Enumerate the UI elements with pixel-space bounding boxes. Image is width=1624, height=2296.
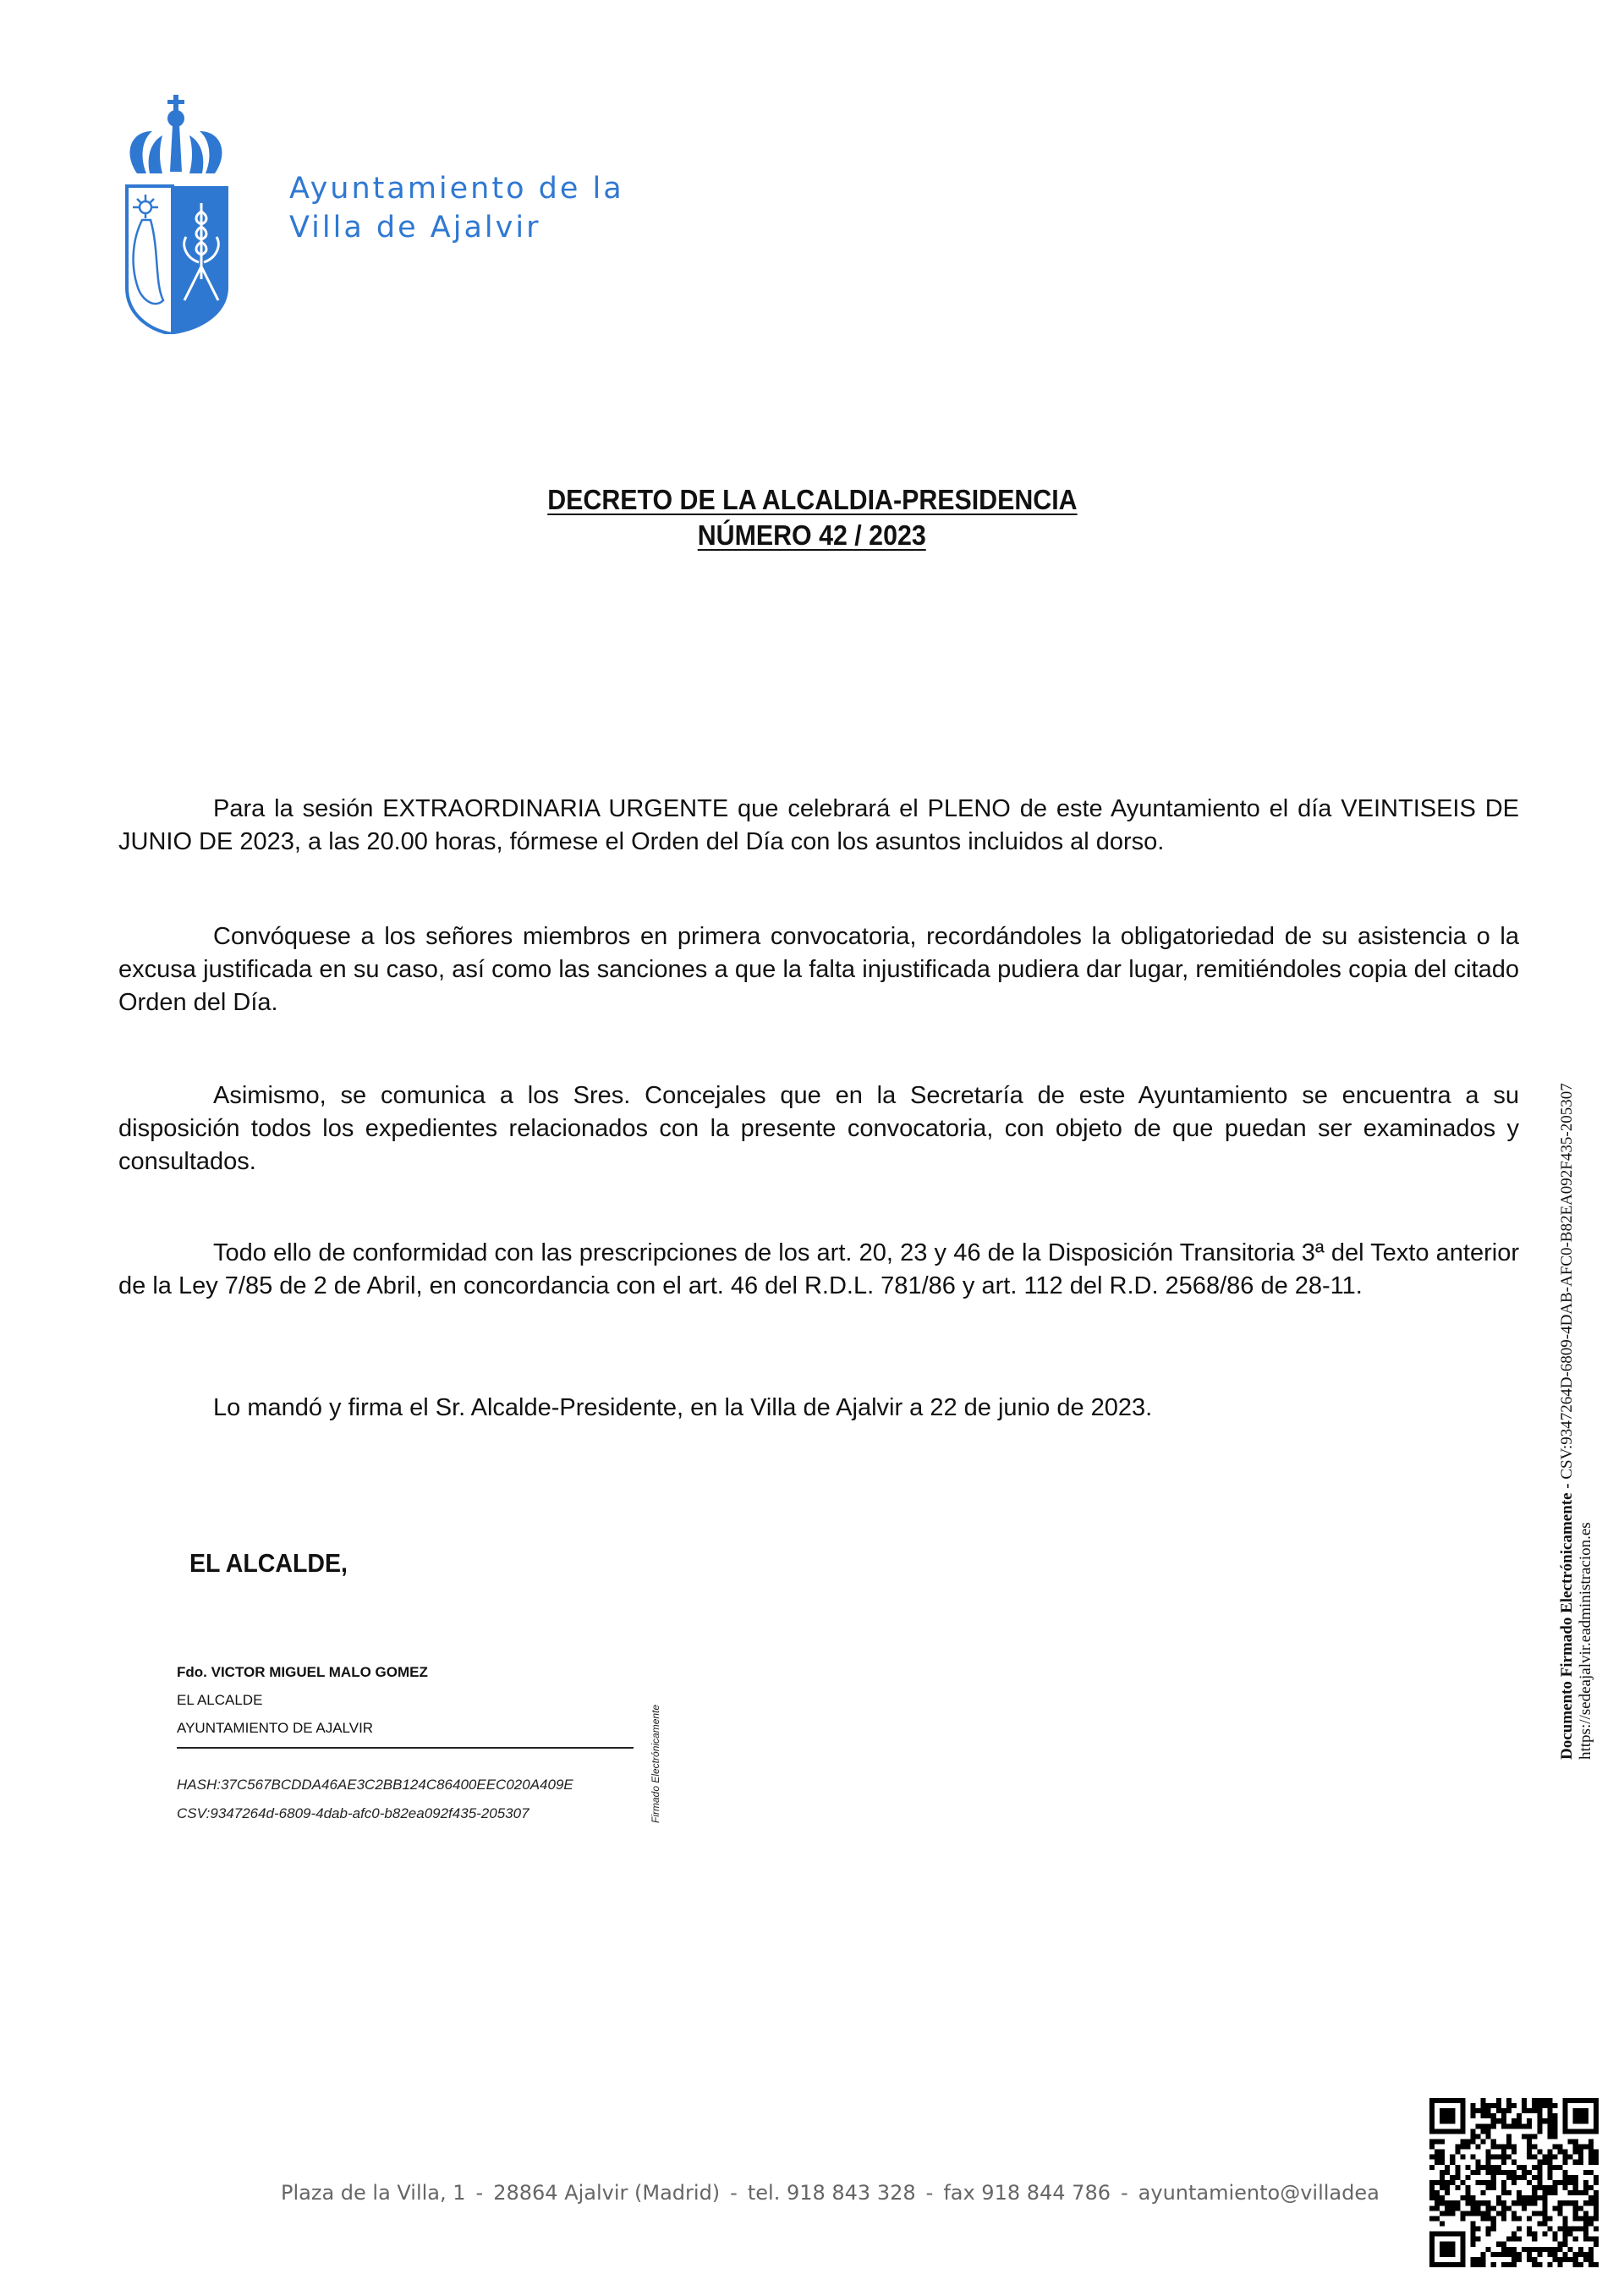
qr-finder-pattern bbox=[1573, 2108, 1588, 2123]
signed-electronically-stamp: Firmado Electrónicamente bbox=[650, 1704, 661, 1823]
title-line1: DECRETO DE LA ALCALDIA-PRESIDENCIA bbox=[546, 484, 1078, 515]
footer-city: 28864 Ajalvir (Madrid) bbox=[493, 2181, 721, 2205]
footer-contact bbox=[281, 2181, 1428, 2205]
footer-separator: - bbox=[730, 2181, 738, 2205]
qr-finder-pattern bbox=[1440, 2108, 1455, 2123]
document-title bbox=[0, 482, 1624, 553]
footer-address: Plaza de la Villa, 1 bbox=[281, 2181, 466, 2205]
footer-separator: - bbox=[925, 2181, 934, 2205]
signature-csv: CSV:9347264d-6809-4dab-afc0-b82ea092f435-205307 bbox=[177, 1805, 529, 1821]
verification-csv: CSV:9347264D-6809-4DAB-AFC0-B82EA092F435-205307 bbox=[1558, 1083, 1576, 1480]
electronic-signature-block bbox=[177, 1658, 634, 1828]
paragraph-text: Asimismo, se comunica a los Sres. Concejales que en la Secretaría de este Ayuntamiento se encuentra a su disposición todos los expedientes relacionados con la presente convocatoria, con objeto de que puedan ser examinados y consultados. bbox=[118, 1082, 1519, 1175]
paragraph-signing bbox=[118, 1392, 1519, 1425]
verification-url[interactable]: https://sedeajalvir.eadministracion.es bbox=[1577, 1522, 1594, 1760]
paragraph-session bbox=[118, 793, 1519, 859]
signer-role: EL ALCALDE bbox=[177, 1692, 263, 1708]
footer-email[interactable]: ayuntamiento@villadea bbox=[1138, 2181, 1380, 2205]
paragraph-text: Para la sesión EXTRAORDINARIA URGENTE que celebrará el PLENO de este Ayuntamiento el día VEINTISEIS DE JUNIO DE 2023, a las 20.00 horas, fórmese el Orden del Día con los asuntos incluidos al dorso. bbox=[118, 795, 1519, 855]
paragraph-text: Todo ello de conformidad con las prescripciones de los art. 20, 23 y 46 de la Disposición Transitoria 3ª del Texto anterior de la Ley 7/85 de 2 de Abril, en concordancia con el art. 46 del R.D.L. 781/86 y art. 112 del R.D. 2568/86 de 28-11. bbox=[118, 1239, 1519, 1299]
paragraph-legal-basis bbox=[118, 1237, 1519, 1303]
signer-entity: AYUNTAMIENTO DE AJALVIR bbox=[177, 1720, 374, 1736]
qr-code-icon bbox=[1429, 2098, 1599, 2267]
paragraph-files bbox=[118, 1079, 1519, 1178]
paragraph-convocation bbox=[118, 920, 1519, 1019]
signature-hash: HASH:37C567BCDDA46AE3C2BB124C86400EEC020A409E bbox=[177, 1777, 573, 1793]
coat-of-arms-logo bbox=[118, 93, 237, 334]
org-name-line2: Villa de Ajalvir bbox=[289, 211, 541, 244]
org-name-line1: Ayuntamiento de la bbox=[289, 172, 624, 206]
verification-label: Documento Firmado Electrónicamente - bbox=[1558, 1479, 1576, 1760]
signature-heading: EL ALCALDE, bbox=[189, 1548, 348, 1578]
footer-fax: fax 918 844 786 bbox=[943, 2181, 1111, 2205]
verification-note bbox=[1558, 1083, 1595, 1760]
paragraph-text: Convóquese a los señores miembros en primera convocatoria, recordándoles la obligatoriedad de su asistencia o la excusa justificada en su caso, así como las sanciones a que la falta injustificada pudiera dar lugar, remitiéndoles copia del citado Orden del Día. bbox=[118, 923, 1519, 1016]
footer-tel: tel. 918 843 328 bbox=[747, 2181, 916, 2205]
qr-finder-pattern bbox=[1440, 2242, 1455, 2257]
footer-separator: - bbox=[1120, 2181, 1128, 2205]
title-line2: NÚMERO 42 / 2023 bbox=[698, 519, 926, 551]
paragraph-text: Lo mandó y firma el Sr. Alcalde-Presidente, en la Villa de Ajalvir a 22 de junio de 2023. bbox=[213, 1394, 1153, 1421]
organization-name bbox=[289, 169, 624, 247]
footer-separator: - bbox=[475, 2181, 484, 2205]
signer-name: Fdo. VICTOR MIGUEL MALO GOMEZ bbox=[177, 1664, 428, 1680]
